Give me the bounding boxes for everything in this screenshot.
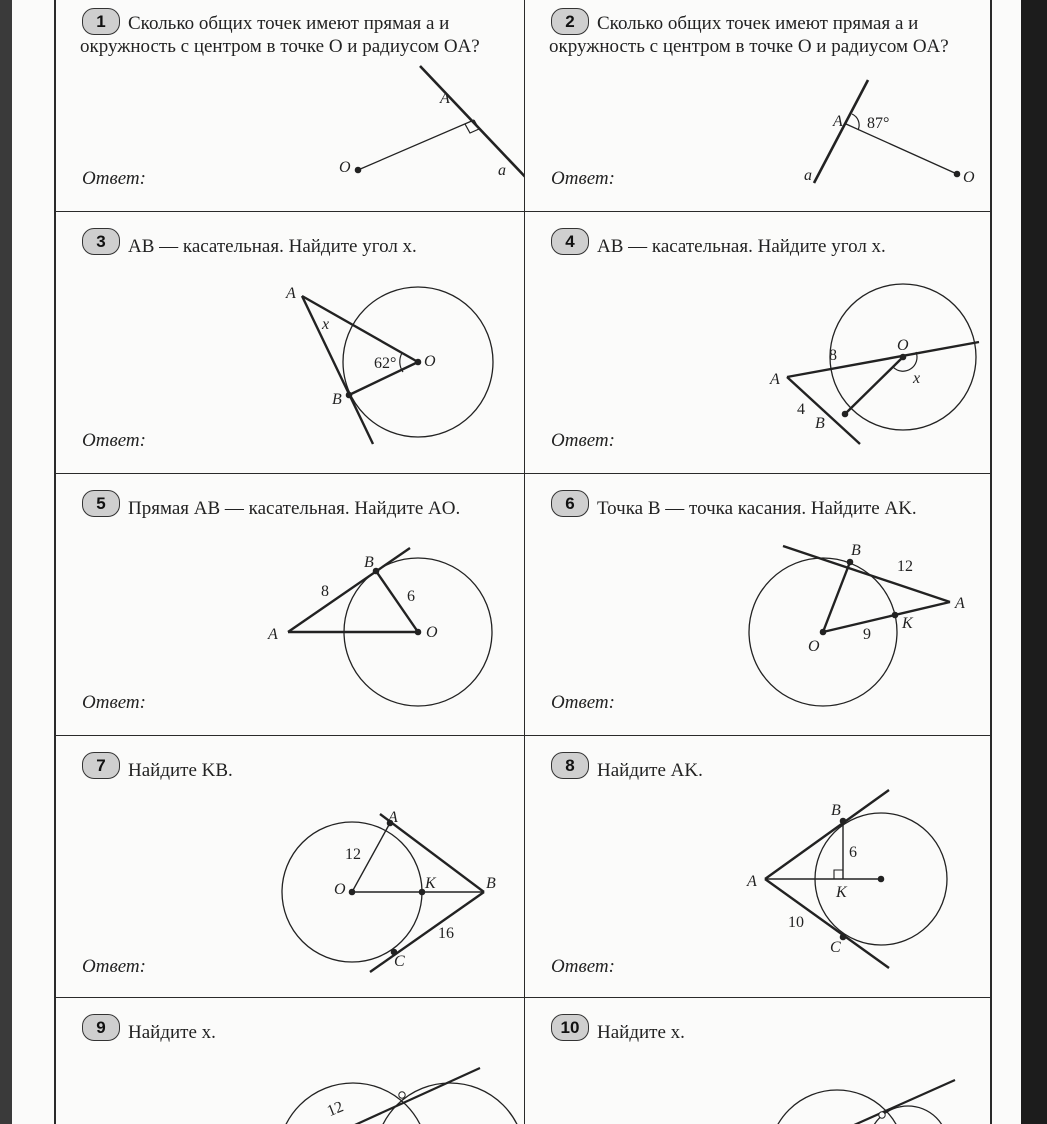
answer-label: Ответ: <box>82 430 146 451</box>
point-label-a: A <box>747 873 757 890</box>
task-number-badge: 2 <box>551 8 589 35</box>
length-label-16: 16 <box>438 925 454 942</box>
point-label-b: B <box>486 875 496 892</box>
task-cell-2 <box>525 0 992 212</box>
task-number-badge: 10 <box>551 1014 589 1041</box>
task-grid <box>54 0 992 1124</box>
length-label-9: 9 <box>863 626 871 643</box>
angle-label-x: x <box>322 316 330 333</box>
task-text: Прямая AB — касательная. Найдите AO. <box>128 498 461 519</box>
task-text: Найдите x. <box>128 1022 216 1043</box>
task-text: AB — касательная. Найдите угол x. <box>597 236 886 257</box>
answer-label: Ответ: <box>551 430 615 451</box>
point-label-k: K <box>425 875 436 892</box>
task-number-badge: 4 <box>551 228 589 255</box>
task-9-figure <box>56 998 524 1124</box>
point-label-b: B <box>851 542 861 559</box>
answer-label: Ответ: <box>551 168 615 189</box>
point-label-a: A <box>268 626 278 643</box>
length-label-6: 6 <box>849 844 857 861</box>
task-text: Найдите KB. <box>128 760 233 781</box>
answer-label: Ответ: <box>551 692 615 713</box>
point-label-b: B <box>364 554 374 571</box>
point-label-b: B <box>332 391 342 408</box>
length-label-8: 8 <box>829 347 837 364</box>
point-label-a: A <box>833 113 843 130</box>
point-label-o: O <box>334 881 346 898</box>
angle-label-x: x <box>913 370 921 387</box>
task-text: Сколько общих точек имеют прямая a и окружность с центром в точке O и радиусом OA? <box>80 13 480 57</box>
point-label-a: A <box>286 285 296 302</box>
task-10-figure <box>525 998 992 1124</box>
task-cell-7 <box>56 736 525 998</box>
point-label-o: O <box>897 337 909 354</box>
point-label-c: C <box>830 939 841 956</box>
answer-label: Ответ: <box>82 168 146 189</box>
point-label-a: A <box>770 371 780 388</box>
point-label-o: O <box>426 624 438 641</box>
task-number-badge: 3 <box>82 228 120 255</box>
point-label-c: C <box>394 953 405 970</box>
length-label-4: 4 <box>797 401 805 418</box>
point-label-b: B <box>831 802 841 819</box>
task-number-badge: 9 <box>82 1014 120 1041</box>
left-edge-band <box>0 0 12 1124</box>
point-label-o: O <box>808 638 820 655</box>
task-cell-4 <box>525 212 992 474</box>
length-label-10: 10 <box>788 914 804 931</box>
point-label-o: O <box>424 353 436 370</box>
point-label-o: O <box>339 159 351 176</box>
task-cell-6 <box>525 474 992 736</box>
task-number-badge: 8 <box>551 752 589 779</box>
answer-label: Ответ: <box>551 956 615 977</box>
point-label-a: A <box>440 90 450 107</box>
length-label-12: 12 <box>345 846 361 863</box>
answer-label: Ответ: <box>82 692 146 713</box>
task-text: Найдите AK. <box>597 760 703 781</box>
task-text: AB — касательная. Найдите угол x. <box>128 236 417 257</box>
task-number-badge: 5 <box>82 490 120 517</box>
length-label-8: 8 <box>321 583 329 600</box>
point-label-k: K <box>902 615 913 632</box>
point-label-b: B <box>815 415 825 432</box>
line-label-a: a <box>498 162 506 179</box>
length-label-6: 6 <box>407 588 415 605</box>
task-text: Точка B — точка касания. Найдите AK. <box>597 498 917 519</box>
length-label-12: 12 <box>897 558 913 575</box>
length-label-12: 12 <box>324 1098 346 1121</box>
answer-label: Ответ: <box>82 956 146 977</box>
task-number-badge: 1 <box>82 8 120 35</box>
task-cell-9 <box>56 998 525 1124</box>
task-number-badge: 6 <box>551 490 589 517</box>
task-text: Найдите x. <box>597 1022 685 1043</box>
point-label-a: A <box>388 809 398 826</box>
point-label-a: A <box>955 595 965 612</box>
worksheet-page <box>12 0 1021 1124</box>
line-label-a: a <box>804 167 812 184</box>
task-cell-3 <box>56 212 525 474</box>
task-text: Сколько общих точек имеют прямая a и окружность с центром в точке O и радиусом OA? <box>549 13 949 57</box>
point-label-o: O <box>963 169 975 186</box>
task-cell-5 <box>56 474 525 736</box>
point-label-k: K <box>836 884 847 901</box>
task-cell-10 <box>525 998 992 1124</box>
task-number-badge: 7 <box>82 752 120 779</box>
angle-label: 87° <box>867 115 890 132</box>
angle-label: 62° <box>374 355 397 372</box>
task-cell-8 <box>525 736 992 998</box>
task-cell-1 <box>56 0 525 212</box>
